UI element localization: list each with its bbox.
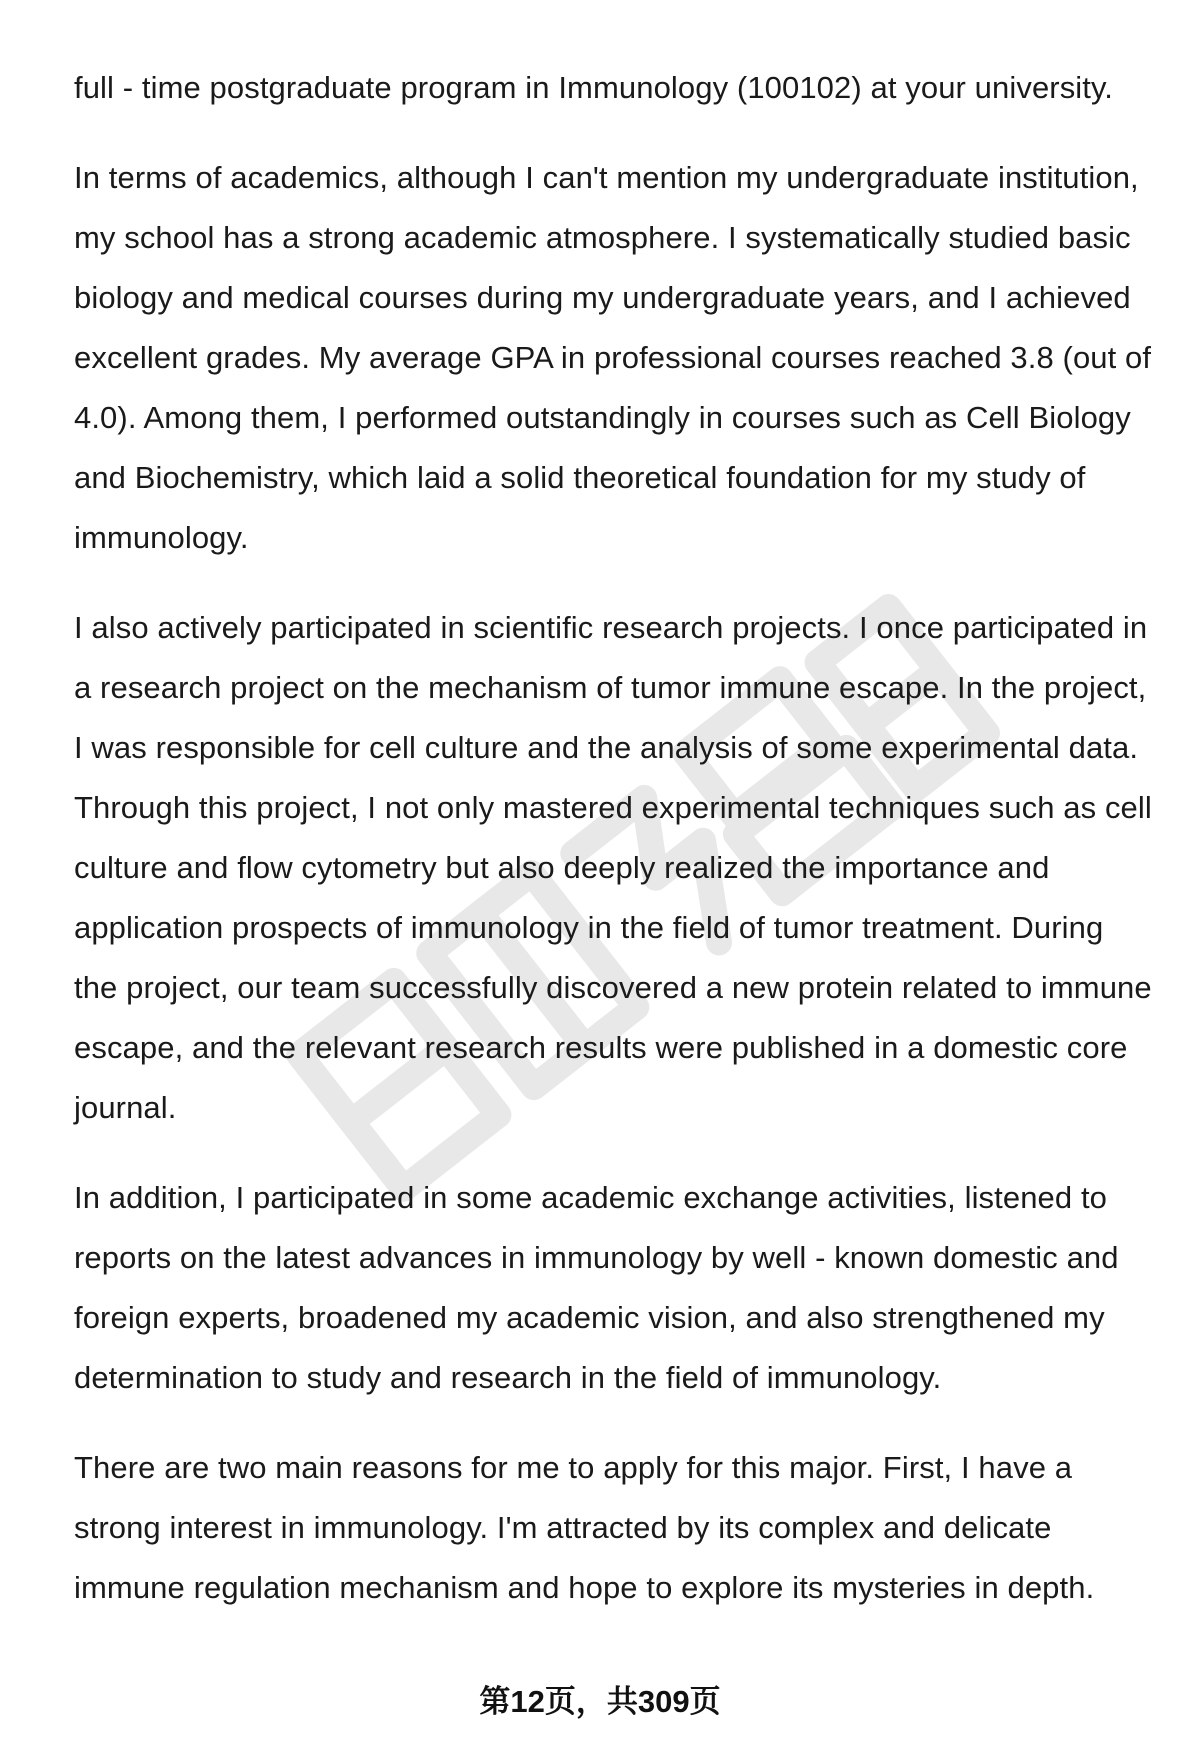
paragraph-research: I also actively participated in scientific research projects. I once participated in a research project on the mechanism of tumor immune escape. In the project, I was responsible for cell culture and the analysis of some experimental data. Through this project, I not only mastered experimental techniques such as cell culture and flow cytometry but also deeply realized the importance and application prospects of immunology in the field of tumor treatment. During the project, our team successfully discovered a new protein related to immune escape, and the relevant research results were published in a domestic core journal. <box>74 610 1152 1125</box>
paragraph-program-intro: full - time postgraduate program in Immunology (100102) at your university. <box>74 70 1114 105</box>
paragraph-reasons: There are two main reasons for me to apply for this major. First, I have a strong interest in immunology. I'm attracted by its complex and delicate immune regulation mechanism and hope to explore its mysteries in depth. <box>74 1450 1095 1605</box>
page-number-footer: 第12页，共309页 <box>479 1684 721 1719</box>
paragraph-academics: In terms of academics, although I can't mention my undergraduate institution, my school has a strong academic atmosphere. I systematically studied basic biology and medical courses during my undergraduate years, and I achieved excellent grades. My average GPA in professional courses reached 3.8 (out of 4.0). Among them, I performed outstandingly in courses such as Cell Biology and Biochemistry, which laid a solid theoretical foundation for my study of immunology. <box>74 160 1152 555</box>
document-body <box>74 58 1154 1648</box>
paragraph-academic-exchange: In addition, I participated in some academic exchange activities, listened to reports on the latest advances in immunology by well - known domestic and foreign experts, broadened my academic vision, and also strengthened my determination to study and research in the field of immunology. <box>74 1180 1119 1395</box>
